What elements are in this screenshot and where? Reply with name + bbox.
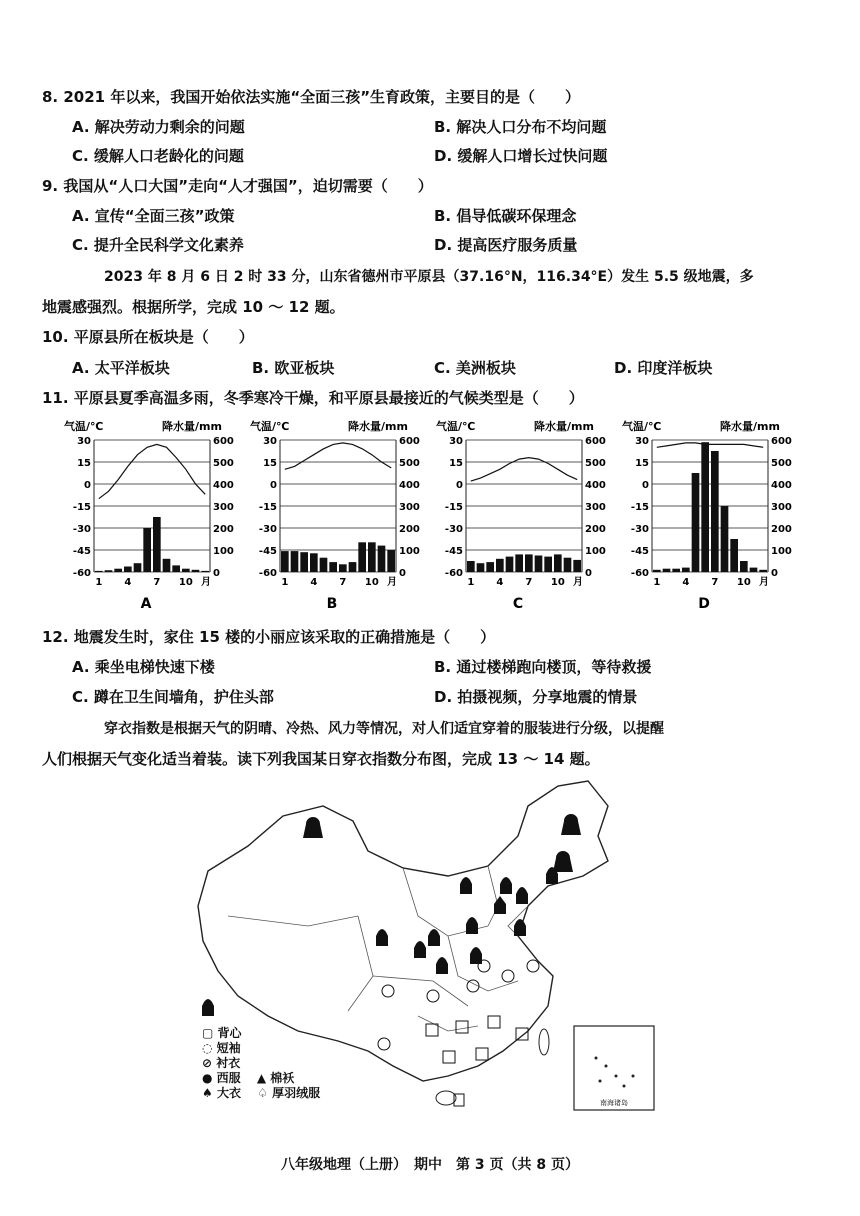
map-legend bbox=[202, 1026, 320, 1101]
coat-icon: ♠ bbox=[202, 1086, 213, 1100]
taiwan-island bbox=[539, 1029, 549, 1055]
precip-bar bbox=[544, 557, 552, 572]
q9-option-b: B. 倡导低碳环保理念 bbox=[434, 207, 577, 225]
legend-item-short-sleeve: ◌ 短袖 bbox=[202, 1041, 241, 1055]
x-tick-label: 1 bbox=[467, 577, 475, 588]
precip-bar bbox=[358, 542, 366, 572]
x-tick-label: 月 bbox=[201, 577, 211, 588]
vest-icon: ▢ bbox=[202, 1026, 214, 1040]
short-sleeve-icon: ◌ bbox=[202, 1041, 213, 1055]
x-tick-label: 月 bbox=[759, 577, 769, 588]
temp-tick-label: 0 bbox=[456, 480, 463, 491]
precip-tick-label: 100 bbox=[771, 546, 792, 557]
material2-line2: 人们根据天气变化适当着装。读下列我国某日穿衣指数分布图，完成 13 ～ 14 题。 bbox=[42, 750, 600, 768]
q8-option-d: D. 缓解人口增长过快问题 bbox=[434, 147, 608, 165]
precip-tick-label: 500 bbox=[585, 458, 606, 469]
temp-tick-label: -30 bbox=[258, 524, 277, 535]
precip-bar bbox=[653, 570, 661, 572]
temp-tick-label: 30 bbox=[77, 436, 91, 447]
precip-bar bbox=[182, 569, 190, 572]
precip-bar bbox=[740, 561, 748, 572]
page-footer: 八年级地理（上册） 期中 第 3 页（共 8 页） bbox=[281, 1157, 579, 1173]
precip-tick-label: 100 bbox=[585, 546, 606, 557]
temp-tick-label: -45 bbox=[444, 546, 463, 557]
precip-tick-label: 400 bbox=[771, 480, 792, 491]
temp-tick-label: -30 bbox=[444, 524, 463, 535]
shirt-icon: ⊘ bbox=[202, 1056, 213, 1070]
precip-bar bbox=[515, 554, 523, 572]
q9-option-c: C. 提升全民科学文化素养 bbox=[72, 236, 244, 254]
temp-tick-label: -45 bbox=[72, 546, 91, 557]
x-tick-label: 4 bbox=[310, 577, 318, 588]
precip-bar bbox=[368, 542, 376, 572]
suit-icon: ● bbox=[202, 1071, 213, 1085]
temp-tick-label: 0 bbox=[84, 480, 91, 491]
x-tick-label: 7 bbox=[153, 577, 161, 588]
precip-bar bbox=[291, 551, 299, 572]
q10-option-b: B. 欧亚板块 bbox=[252, 359, 335, 377]
cotton-coat-icon: ▲ bbox=[256, 1071, 267, 1085]
precip-tick-label: 0 bbox=[585, 568, 592, 579]
precip-bar bbox=[329, 562, 337, 572]
precip-tick-label: 600 bbox=[771, 436, 792, 447]
precip-tick-label: 400 bbox=[399, 480, 420, 491]
x-tick-label: 4 bbox=[496, 577, 504, 588]
temp-tick-label: 30 bbox=[449, 436, 463, 447]
q9-option-d: D. 提高医疗服务质量 bbox=[434, 236, 578, 254]
q8-stem: 8. 2021 年以来，我国开始依法实施“全面三孩”生育政策，主要目的是（ ） bbox=[42, 88, 581, 106]
x-tick-label: 1 bbox=[653, 577, 661, 588]
q12-stem: 12. 地震发生时，家住 15 楼的小丽应该采取的正确措施是（ ） bbox=[42, 628, 496, 646]
temperature-line bbox=[657, 443, 763, 447]
temp-tick-label: 15 bbox=[263, 458, 277, 469]
x-tick-label: 1 bbox=[281, 577, 289, 588]
x-tick-label: 月 bbox=[573, 577, 583, 588]
temp-tick-label: 30 bbox=[263, 436, 277, 447]
precip-tick-label: 600 bbox=[213, 436, 234, 447]
precip-axis-label: 降水量/mm bbox=[720, 420, 780, 433]
temp-axis-label: 气温/℃ bbox=[436, 420, 476, 433]
chart-title: C bbox=[512, 596, 524, 612]
precip-bar bbox=[711, 451, 719, 572]
q9-stem: 9. 我国从“人口大国”走向“人才强国”，迫切需要（ ） bbox=[42, 177, 433, 195]
precip-axis-label: 降水量/mm bbox=[348, 420, 408, 433]
precip-bar bbox=[730, 539, 738, 572]
temp-tick-label: 15 bbox=[77, 458, 91, 469]
q12-option-a: A. 乘坐电梯快速下楼 bbox=[72, 658, 215, 676]
temp-axis-label: 气温/℃ bbox=[622, 420, 662, 433]
temp-tick-label: -60 bbox=[72, 568, 91, 579]
precip-bar bbox=[682, 568, 690, 572]
q8-option-b: B. 解决人口分布不均问题 bbox=[434, 118, 607, 136]
precip-bar bbox=[378, 546, 386, 572]
q10-option-d: D. 印度洋板块 bbox=[614, 359, 713, 377]
temp-tick-label: 30 bbox=[635, 436, 649, 447]
temp-tick-label: -15 bbox=[72, 502, 91, 513]
precip-tick-label: 500 bbox=[213, 458, 234, 469]
precip-bar bbox=[759, 570, 767, 572]
x-tick-label: 10 bbox=[178, 577, 193, 588]
chart-title: A bbox=[140, 596, 152, 612]
climate-chart-b bbox=[248, 418, 438, 614]
precip-tick-label: 400 bbox=[585, 480, 606, 491]
precip-bar bbox=[573, 560, 581, 572]
precip-bar bbox=[750, 568, 758, 572]
precip-bar bbox=[564, 558, 572, 572]
x-tick-label: 10 bbox=[736, 577, 751, 588]
precip-bar bbox=[554, 554, 562, 572]
precip-bar bbox=[663, 569, 671, 572]
precip-bar bbox=[300, 552, 308, 572]
precip-tick-label: 0 bbox=[771, 568, 778, 579]
legend-item-shirt: ⊘ 衬衣 bbox=[202, 1056, 241, 1070]
temp-tick-label: -30 bbox=[630, 524, 649, 535]
temp-axis-label: 气温/℃ bbox=[64, 420, 104, 433]
precip-bar bbox=[172, 565, 180, 572]
temp-tick-label: 15 bbox=[449, 458, 463, 469]
chart-title: D bbox=[698, 596, 710, 612]
precip-bar bbox=[692, 473, 700, 572]
precip-bar bbox=[95, 571, 103, 572]
x-tick-label: 月 bbox=[387, 577, 397, 588]
precip-axis-label: 降水量/mm bbox=[162, 420, 222, 433]
down-jacket-icon: ♤ bbox=[257, 1086, 268, 1100]
precip-bar bbox=[721, 506, 729, 572]
precip-tick-label: 500 bbox=[399, 458, 420, 469]
precip-tick-label: 300 bbox=[585, 502, 606, 513]
material2-line1: 穿衣指数是根据天气的阴晴、冷热、风力等情况，对人们适宜穿着的服装进行分级，以提醒 bbox=[104, 721, 664, 737]
precip-bar bbox=[506, 557, 514, 572]
climate-chart-c bbox=[434, 418, 624, 614]
precip-tick-label: 300 bbox=[399, 502, 420, 513]
q9-option-a: A. 宣传“全面三孩”政策 bbox=[72, 207, 235, 225]
precip-tick-label: 0 bbox=[213, 568, 220, 579]
x-tick-label: 7 bbox=[339, 577, 347, 588]
q8-option-a: A. 解决劳动力剩余的问题 bbox=[72, 118, 245, 136]
precip-bar bbox=[124, 567, 132, 573]
precip-tick-label: 600 bbox=[399, 436, 420, 447]
precip-bar bbox=[310, 553, 318, 572]
precip-bar bbox=[467, 561, 475, 572]
precip-bar bbox=[525, 554, 533, 572]
south-china-sea-inset bbox=[574, 1026, 654, 1110]
q11-stem: 11. 平原县夏季高温多雨，冬季寒冷干燥，和平原县最接近的气候类型是（ ） bbox=[42, 389, 584, 407]
x-tick-label: 1 bbox=[95, 577, 103, 588]
q12-option-c: C. 蹲在卫生间墙角，护住头部 bbox=[72, 688, 274, 706]
precip-bar bbox=[105, 570, 113, 572]
precip-axis-label: 降水量/mm bbox=[534, 420, 594, 433]
temp-tick-label: 15 bbox=[635, 458, 649, 469]
temp-tick-label: -45 bbox=[258, 546, 277, 557]
q12-option-b: B. 通过楼梯跑向楼顶，等待救援 bbox=[434, 658, 652, 676]
precip-tick-label: 600 bbox=[585, 436, 606, 447]
q10-stem: 10. 平原县所在板块是（ ） bbox=[42, 328, 254, 346]
coat-icon bbox=[202, 999, 214, 1016]
precip-bar bbox=[486, 562, 494, 572]
temp-tick-label: -60 bbox=[630, 568, 649, 579]
precip-bar bbox=[672, 569, 680, 572]
legend-item-coat: ♠ 大衣 ♤ 厚羽绒服 bbox=[202, 1086, 321, 1100]
temperature-line bbox=[99, 444, 205, 498]
temp-tick-label: -15 bbox=[258, 502, 277, 513]
q12-option-d: D. 拍摄视频，分享地震的情景 bbox=[434, 688, 638, 706]
legend-item-vest: ▢ 背心 bbox=[202, 1026, 242, 1040]
temp-tick-label: -30 bbox=[72, 524, 91, 535]
precip-tick-label: 200 bbox=[771, 524, 792, 535]
temperature-line bbox=[471, 458, 577, 482]
precip-tick-label: 100 bbox=[399, 546, 420, 557]
temp-tick-label: 0 bbox=[270, 480, 277, 491]
precip-bar bbox=[201, 571, 209, 572]
inset-label: 南海诸岛 bbox=[600, 1099, 628, 1107]
precip-bar bbox=[349, 562, 357, 572]
hainan-island bbox=[436, 1091, 456, 1105]
precip-tick-label: 400 bbox=[213, 480, 234, 491]
temp-tick-label: -60 bbox=[258, 568, 277, 579]
precip-tick-label: 200 bbox=[399, 524, 420, 535]
precip-bar bbox=[339, 564, 347, 572]
precip-tick-label: 200 bbox=[585, 524, 606, 535]
precip-tick-label: 100 bbox=[213, 546, 234, 557]
temp-axis-label: 气温/℃ bbox=[250, 420, 290, 433]
q10-option-c: C. 美洲板块 bbox=[434, 359, 516, 377]
precip-bar bbox=[535, 556, 543, 573]
temp-tick-label: 0 bbox=[642, 480, 649, 491]
precip-tick-label: 200 bbox=[213, 524, 234, 535]
material1-line2: 地震感强烈。根据所学，完成 10 ～ 12 题。 bbox=[42, 298, 345, 316]
precip-bar bbox=[163, 559, 171, 572]
precip-bar bbox=[134, 563, 142, 572]
precip-bar bbox=[192, 570, 200, 572]
q10-option-a: A. 太平洋板块 bbox=[72, 359, 170, 377]
q8-option-c: C. 缓解人口老龄化的问题 bbox=[72, 147, 244, 165]
legend-item-suit: ● 西服 ▲ 棉袄 bbox=[202, 1071, 295, 1085]
x-tick-label: 7 bbox=[525, 577, 533, 588]
precip-bar bbox=[701, 442, 709, 572]
climate-chart-a bbox=[62, 418, 252, 614]
precip-bar bbox=[153, 517, 161, 572]
temperature-line bbox=[285, 443, 391, 469]
x-tick-label: 4 bbox=[682, 577, 690, 588]
x-tick-label: 10 bbox=[364, 577, 379, 588]
precip-bar bbox=[477, 563, 485, 572]
temp-tick-label: -60 bbox=[444, 568, 463, 579]
precip-tick-label: 300 bbox=[213, 502, 234, 513]
chart-title: B bbox=[326, 596, 338, 612]
material1-line1: 2023 年 8 月 6 日 2 时 33 分，山东省德州市平原县（37.16°N，116.34°E）发生 5.5 级地震，多 bbox=[104, 269, 754, 285]
precip-bar bbox=[281, 551, 289, 572]
x-tick-label: 4 bbox=[124, 577, 132, 588]
precip-tick-label: 300 bbox=[771, 502, 792, 513]
precip-bar bbox=[496, 559, 504, 572]
precip-bar bbox=[114, 569, 122, 572]
precip-bar bbox=[387, 550, 395, 572]
x-tick-label: 7 bbox=[711, 577, 719, 588]
temp-tick-label: -15 bbox=[444, 502, 463, 513]
precip-bar bbox=[320, 558, 328, 572]
climate-chart-d bbox=[620, 418, 810, 614]
temp-tick-label: -15 bbox=[630, 502, 649, 513]
precip-bar bbox=[143, 528, 151, 572]
precip-tick-label: 0 bbox=[399, 568, 406, 579]
temp-tick-label: -45 bbox=[630, 546, 649, 557]
precip-tick-label: 500 bbox=[771, 458, 792, 469]
x-tick-label: 10 bbox=[550, 577, 565, 588]
